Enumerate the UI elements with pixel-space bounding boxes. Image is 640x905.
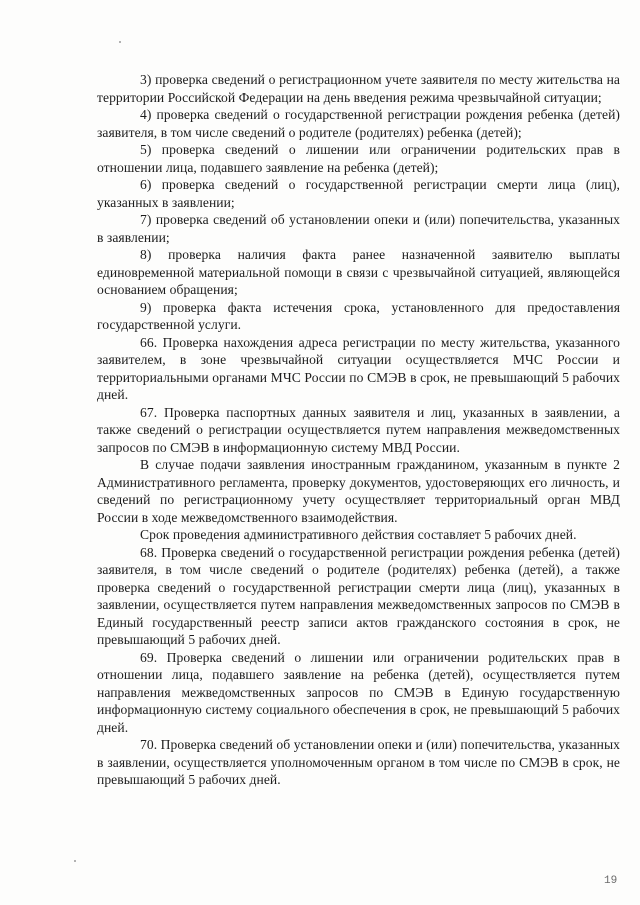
clause-67: 67. Проверка паспортных данных заявителя и лиц, указанных в заявлении, а также сведений о регистрации осуществляется путем направления межведомственных запросов по СМЭВ в информационную систему МВД России. bbox=[97, 404, 620, 455]
clause-67-foreign-citizen: В случае подачи заявления иностранным гражданином, указанным в пункте 2 Административного регламента, проверку документов, удостоверяющих его личность, и сведений по регистрационному учету осуществляет территориальный орган МВД России в ходе межведомственного взаимодействия. bbox=[97, 457, 620, 525]
clause-68: 68. Проверка сведений о государственной регистрации рождения ребенка (детей) заявителя, в том числе сведений о родителе (родителях) ребенка (детей), а также проверка сведений о государственной регистрации смерти лица (лиц), указанных в заявлении, осуществляется путем направления межведомственных запросов по СМЭВ в Единый государственный реестр записи актов гражданского состояния в срок, не превышающий 5 рабочих дней. bbox=[97, 544, 620, 647]
list-item-9: 9) проверка факта истечения срока, установленного для предоставления государственной услуги. bbox=[97, 299, 620, 332]
scan-speck bbox=[119, 41, 121, 43]
list-item-7: 7) проверка сведений об установлении опеки и (или) попечительства, указанных в заявлении; bbox=[97, 212, 620, 245]
clause-66: 66. Проверка нахождения адреса регистрации по месту жительства, указанного заявителем, в зоне чрезвычайной ситуации осуществляется МЧС России и территориальными органами МЧС России по СМЭВ в срок, не превышающий 5 рабочих дней. bbox=[97, 334, 620, 402]
list-item-3: 3) проверка сведений о регистрационном учете заявителя по месту жительства на территории Российской Федерации на день введения режима чрезвычайной ситуации; bbox=[97, 72, 620, 105]
scan-speck bbox=[74, 860, 76, 862]
list-item-6: 6) проверка сведений о государственной регистрации смерти лица (лиц), указанных в заявлении; bbox=[97, 177, 620, 210]
clause-67-deadline: Срок проведения административного действия составляет 5 рабочих дней. bbox=[140, 527, 577, 542]
clause-69: 69. Проверка сведений о лишении или ограничении родительских прав в отношении лица, подавшего заявление на ребенка (детей), осуществляется путем направления межведомственных запросов по СМЭВ в Единую государственную информационную систему социального обеспечения в срок, не превышающий 5 рабочих дней. bbox=[97, 649, 620, 735]
list-item-8: 8) проверка наличия факта ранее назначенной заявителю выплаты единовременной материальной помощи в связи с чрезвычайной ситуацией, являющейся основанием обращения; bbox=[97, 247, 620, 297]
list-item-4: 4) проверка сведений о государственной регистрации рождения ребенка (детей) заявителя, в том числе сведений о родителе (родителях) ребенка (детей); bbox=[97, 107, 620, 140]
clause-70: 70. Проверка сведений об установлении опеки и (или) попечительства, указанных в заявлении, осуществляется уполномоченным органом в том числе по СМЭВ в срок, не превышающий 5 рабочих дней. bbox=[97, 737, 620, 787]
list-item-5: 5) проверка сведений о лишении или ограничении родительских прав в отношении лица, подавшего заявление на ребенка (детей); bbox=[97, 142, 620, 175]
document-body bbox=[97, 71, 620, 789]
page-number: 19 bbox=[604, 875, 618, 887]
